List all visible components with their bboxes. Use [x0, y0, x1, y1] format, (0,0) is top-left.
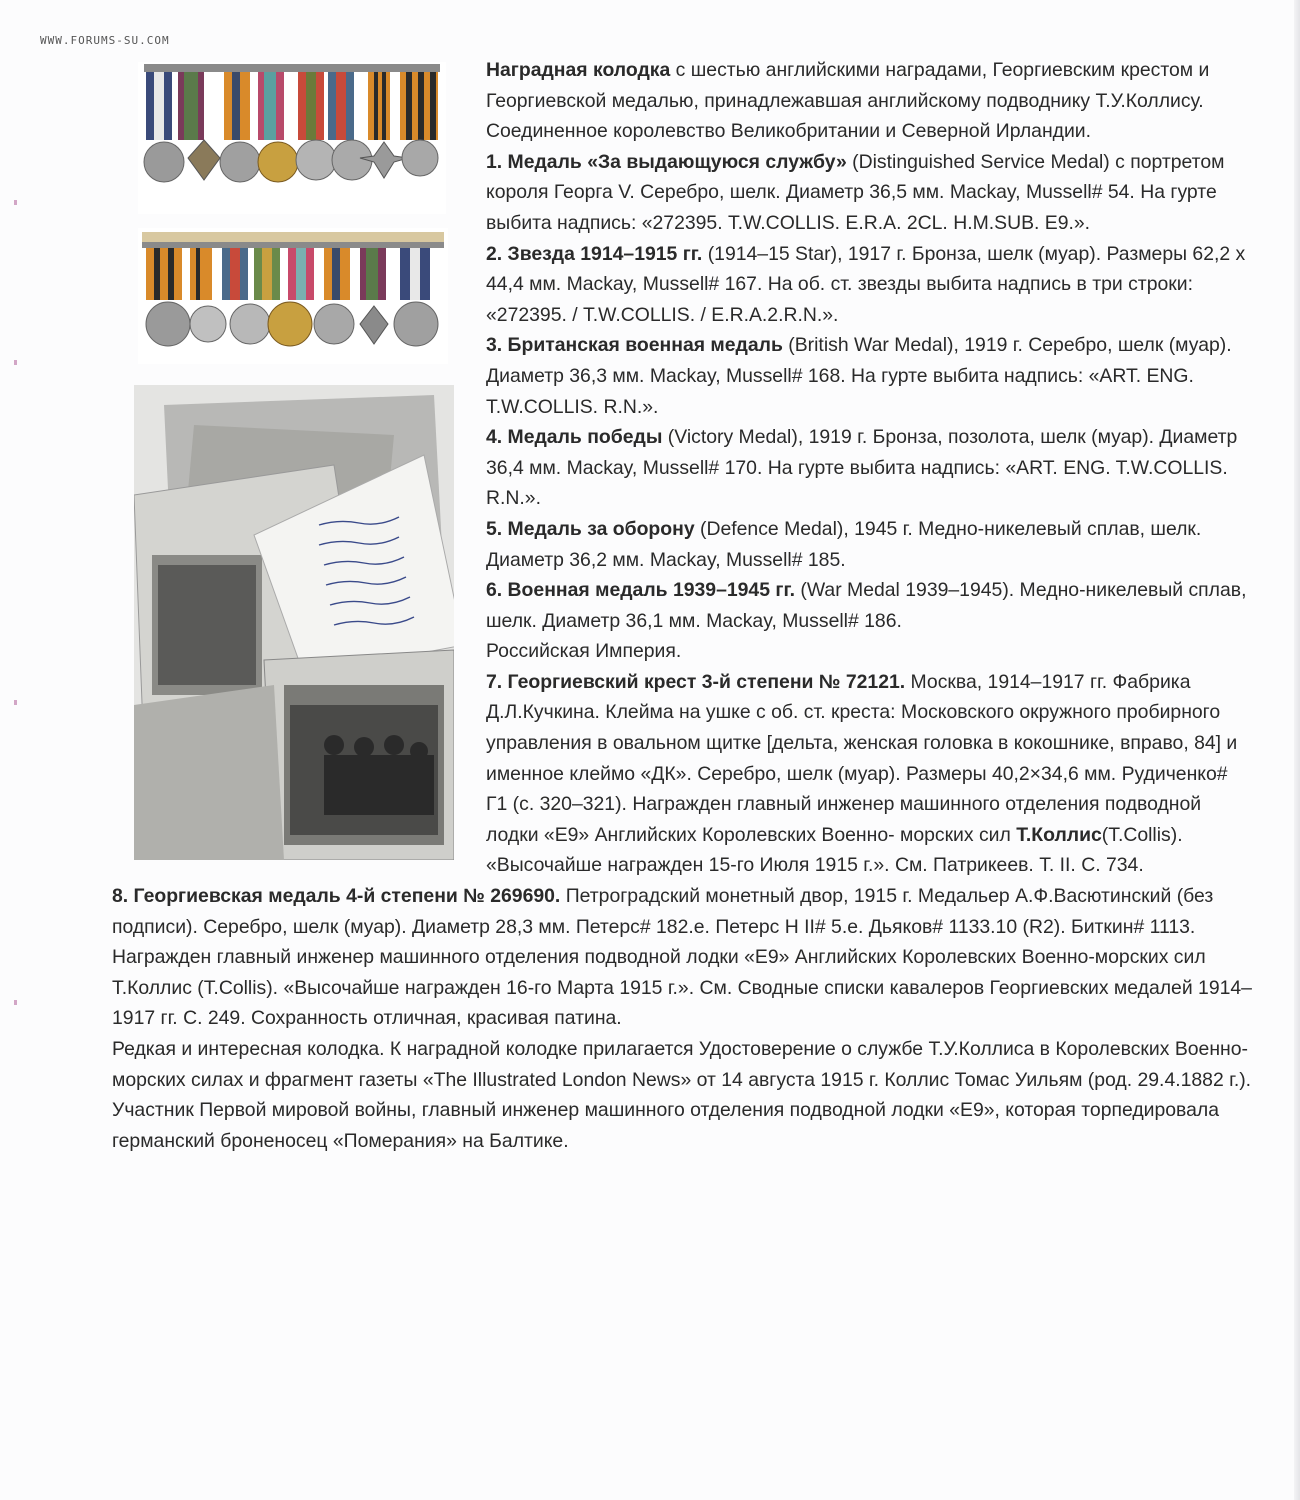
item-text: Москва, 1914–1917 гг. Фабрика Д.Л.Кучкина. Клейма на ушке с об. ст. креста: Московского окружного пробирного управления в овальном щитке [дельта, женская головка в кокошнике, вправо, 84] и именное клеймо «ДК». Серебро, шелк (муар). Размеры 40,2×34,6 мм. Рудиченко# Г1 (с. 320–321). Награжден главный инженер машинного отделения подводной лодки «Е9» Английских Королевских Военно- морских сил — [486, 670, 1238, 846]
watermark: WWW.FORUMS-SU.COM — [40, 34, 170, 47]
recipient-name: Т.Коллис — [1016, 823, 1102, 846]
item-text: (British War Medal), 1919 г. Серебро, шелк (муар). Диаметр 36,3 мм. Mackay, Mussell# 168. На гурте выбита надпись: «ART. ENG. T.W.COLLIS. R.N.». — [486, 334, 1232, 418]
item-8 — [112, 881, 1252, 1034]
item-title: 3. Британская военная медаль — [486, 334, 783, 357]
item-text: (1914–15 Star), 1917 г. Бронза, шелк (муар). Размеры 62,2 х 44,4 мм. Mackay, Mussell# 167. На об. ст. звезды выбита надпись в три строки: «272395. / T.W.COLLIS. / E.R.A.2.R.N.». — [486, 242, 1246, 326]
item-text: Петроградский монетный двор, 1915 г. Медальер А.Ф.Васютинский (без подписи). Серебро, шелк (муар). Диаметр 28,3 мм. Петерс# 182.е. Петерс Н II# 5.е. Дьяков# 1133.10 (R2). Биткин# 1113. Награжден главный инженер машинного отделения подводной лодки «Е9» Английских Королевских Военно-морских сил Т.Коллис (T.Collis). «Высочайше награжден 16-го Марта 1915 г.». См. Сводные списки кавалеров Георгиевских медалей 1914–1917 гг. С. 249. Сохранность отличная, красивая патина. — [112, 885, 1252, 1030]
scan-edge-mark — [14, 200, 17, 205]
scan-edge-mark — [14, 1000, 17, 1005]
page-edge-shadow — [1294, 0, 1300, 1500]
item-title: 5. Медаль за оборону — [486, 517, 695, 540]
item-title: 4. Медаль победы — [486, 426, 663, 449]
description-text — [112, 55, 1252, 1156]
intro-line: с шестью английскими наградами, Георгиевским крестом и Георгиевской медалью, принадлежавшая английскому подводнику Т.У.Коллису. — [486, 59, 1210, 112]
item-text: Российская Империя. — [486, 640, 682, 663]
scan-edge-mark — [14, 360, 17, 365]
intro-title: Наградная колодка — [486, 59, 671, 81]
item-text: (War Medal 1939–1945). Медно-никелевый сплав, шелк. Диаметр 36,1 мм. Mackay, Mussell# 186. — [486, 579, 1247, 632]
item-title: 8. Георгиевская медаль 4-й степени № 269690. — [112, 885, 561, 908]
closing-paragraph: Редкая и интересная колодка. К наградной колодке прилагается Удостоверение о службе Т.У.Коллиса в Королевских Военно-морских силах и фрагмент газеты «The Illustrated London News» от 14 августа 1915 г. Коллис Томас Уильям (род. 29.4.1882 г.). Участник Первой мировой войны, главный инженер машинного отделения подводной лодки «Е9», которая торпедировала германский броненосец «Померания» на Балтике. — [112, 1038, 1252, 1152]
item-text: (Defence Medal), 1945 г. Медно-никелевый сплав, шелк. Диаметр 36,2 мм. Mackay, Mussell# 185. — [486, 517, 1202, 571]
item-text: (Victory Medal), 1919 г. Бронза, позолота, шелк (муар). Диаметр 36,4 мм. Mackay, Mussell# 170. На гурте выбита надпись: «ART. ENG. T.W.COLLIS. R.N.». — [486, 426, 1238, 510]
item-text: (Distinguished Service Medal) с портретом короля Георга V. Серебро, шелк. Диаметр 36,5 мм. Mackay, Mussell# 54. На гурте выбита надпись: «272395. T.W.COLLIS. E.R.A. 2CL. H.M.SUB. E9.». — [486, 150, 1225, 234]
item-title: 2. Звезда 1914–1915 гг. — [486, 242, 703, 265]
intro-country: Соединенное королевство Великобритании и Северной Ирландии. — [486, 120, 1092, 143]
item-title: 1. Медаль «За выдающуюся службу» — [486, 150, 847, 173]
item-text-tail: (T.Collis). «Высочайше награжден 15-го Июля 1915 г.». См. Патрикеев. Т. II. С. 734. — [486, 823, 1183, 877]
scan-edge-mark — [14, 700, 17, 705]
item-title: 6. Военная медаль 1939–1945 гг. — [486, 579, 795, 602]
photo-spacer — [112, 55, 486, 880]
item-title: 7. Георгиевский крест 3-й степени № 72121. — [486, 670, 906, 693]
